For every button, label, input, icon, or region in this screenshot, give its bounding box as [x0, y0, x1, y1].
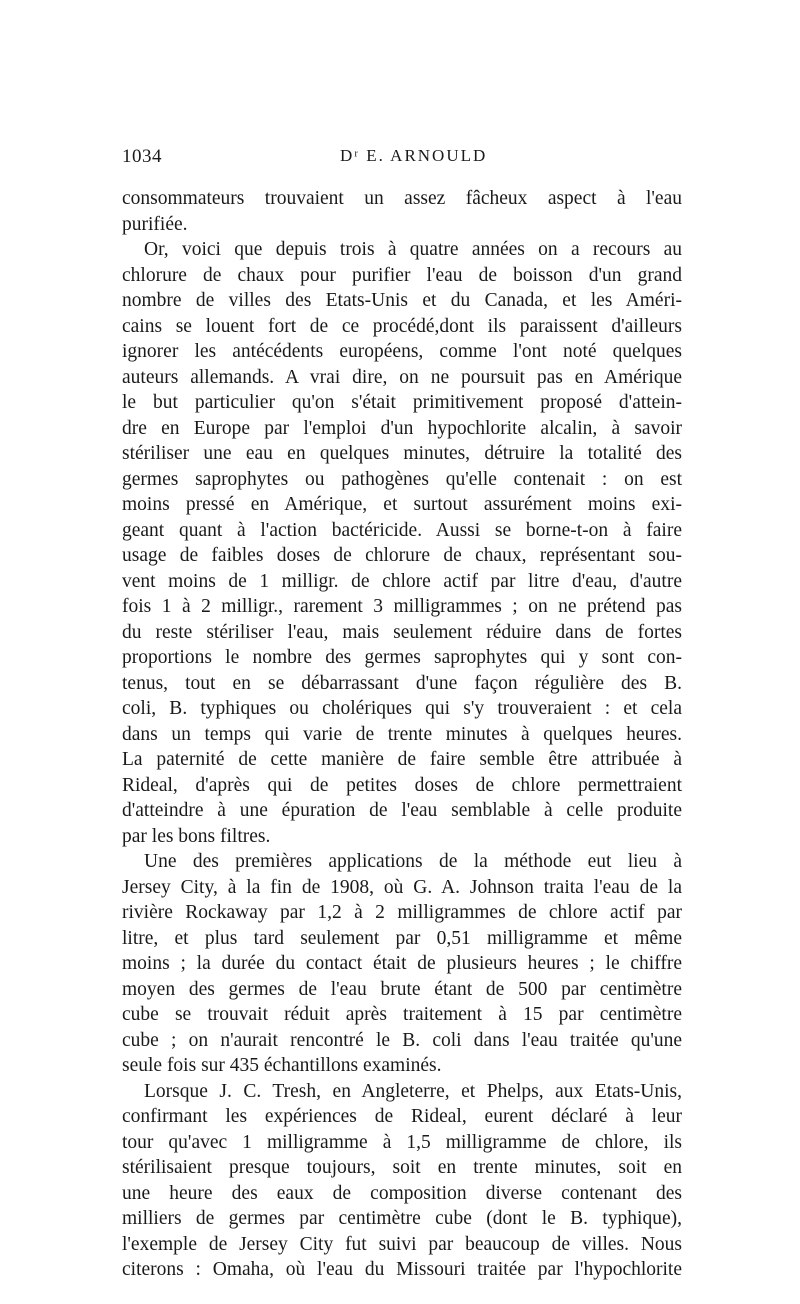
- text-line: vent moins de 1 milligr. de chlore actif par litre d'eau, d'autre: [122, 570, 682, 592]
- text-line: proportions le nombre des germes saprophytes qui y sont con-: [122, 647, 682, 668]
- text-line: rivière Rockaway par 1,2 à 2 milligrammes de chlore actif par: [122, 902, 682, 923]
- text-line: germes saprophytes ou pathogènes qu'elle contenait : on est: [122, 468, 682, 490]
- text-line: cube ; on n'aurait rencontré le B. coli dans l'eau traitée qu'une: [122, 1029, 682, 1051]
- paragraph-first-line: Or, voici que depuis trois à quatre années on a recours au: [144, 239, 682, 260]
- paragraph-first-line: Lorsque J. C. Tresh, en Angleterre, et Phelps, aux Etats-Unis,: [144, 1080, 682, 1102]
- text-line: cains se louent fort de ce procédé,dont ils paraissent d'ailleurs: [122, 315, 682, 337]
- text-line: d'atteindre à une épuration de l'eau semblable à celle produite: [122, 800, 682, 821]
- body-text: [122, 186, 682, 1283]
- text-line: seule fois sur 435 échantillons examinés.: [122, 1055, 442, 1076]
- text-line: confirmant les expériences de Rideal, eurent déclaré à leur: [122, 1106, 682, 1127]
- text-line: tour qu'avec 1 milligramme à 1,5 milligramme de chlore, ils: [122, 1131, 682, 1153]
- text-line: une heure des eaux de composition diverse contenant des: [122, 1182, 682, 1204]
- text-line: moins ; la durée du contact était de plusieurs heures ; le chiffre: [122, 953, 682, 974]
- text-line: moins pressé en Amérique, et surtout assurément moins exi-: [122, 494, 682, 515]
- text-line: le but particulier qu'on s'était primitivement proposé d'attein-: [122, 392, 682, 413]
- text-line: par les bons filtres.: [122, 825, 271, 847]
- running-head-author: Dʳ E. ARNOULD: [340, 146, 488, 165]
- text-line: l'exemple de Jersey City fut suivi par beaucoup de villes. Nous: [122, 1233, 682, 1255]
- text-line: purifiée.: [122, 213, 188, 235]
- page-number: 1034: [122, 146, 162, 167]
- text-line: chlorure de chaux pour purifier l'eau de boisson d'un grand: [122, 264, 682, 286]
- text-line: cube se trouvait réduit après traitement à 15 par centimètre: [122, 1004, 682, 1025]
- text-line: moyen des germes de l'eau brute étant de 500 par centimètre: [122, 978, 682, 1000]
- paragraph-first-line: Une des premières applications de la méthode eut lieu à: [144, 851, 682, 872]
- text-line: consommateurs trouvaient un assez fâcheux aspect à l'eau: [122, 188, 682, 209]
- text-line: du reste stériliser l'eau, mais seulement réduire dans de fortes: [122, 621, 682, 643]
- text-line: Jersey City, à la fin de 1908, où G. A. Johnson traita l'eau de la: [122, 876, 682, 898]
- text-line: tenus, tout en se débarrassant d'une façon régulière des B.: [122, 672, 682, 694]
- running-head: [122, 146, 682, 170]
- text-line: citerons : Omaha, où l'eau du Missouri traitée par l'hypochlorite: [122, 1259, 682, 1280]
- text-line: fois 1 à 2 milligr., rarement 3 milligrammes ; on ne prétend pas: [122, 596, 682, 617]
- text-line: dre en Europe par l'emploi d'un hypochlorite alcalin, à savoir: [122, 417, 682, 439]
- text-line: dans un temps qui varie de trente minutes à quelques heures.: [122, 723, 682, 745]
- text-line: Rideal, d'après qui de petites doses de chlore permettraient: [122, 774, 682, 796]
- text-line: coli, B. typhiques ou cholériques qui s'y trouveraient : et cela: [122, 698, 682, 719]
- text-line: litre, et plus tard seulement par 0,51 milligramme et même: [122, 927, 682, 949]
- text-line: stérilisaient presque toujours, soit en trente minutes, soit en: [122, 1157, 682, 1178]
- text-line: La paternité de cette manière de faire semble être attribuée à: [122, 749, 682, 770]
- text-line: nombre de villes des Etats-Unis et du Canada, et les Améri-: [122, 290, 682, 311]
- text-line: ignorer les antécédents européens, comme l'ont noté quelques: [122, 341, 682, 362]
- text-line: geant quant à l'action bactéricide. Aussi se borne-t-on à faire: [122, 519, 682, 541]
- text-line: stériliser une eau en quelques minutes, détruire la totalité des: [122, 443, 682, 464]
- text-line: auteurs allemands. A vrai dire, on ne poursuit pas en Amérique: [122, 366, 682, 388]
- text-line: usage de faibles doses de chlorure de chaux, représentant sou-: [122, 545, 682, 566]
- text-line: milliers de germes par centimètre cube (dont le B. typhique),: [122, 1208, 682, 1229]
